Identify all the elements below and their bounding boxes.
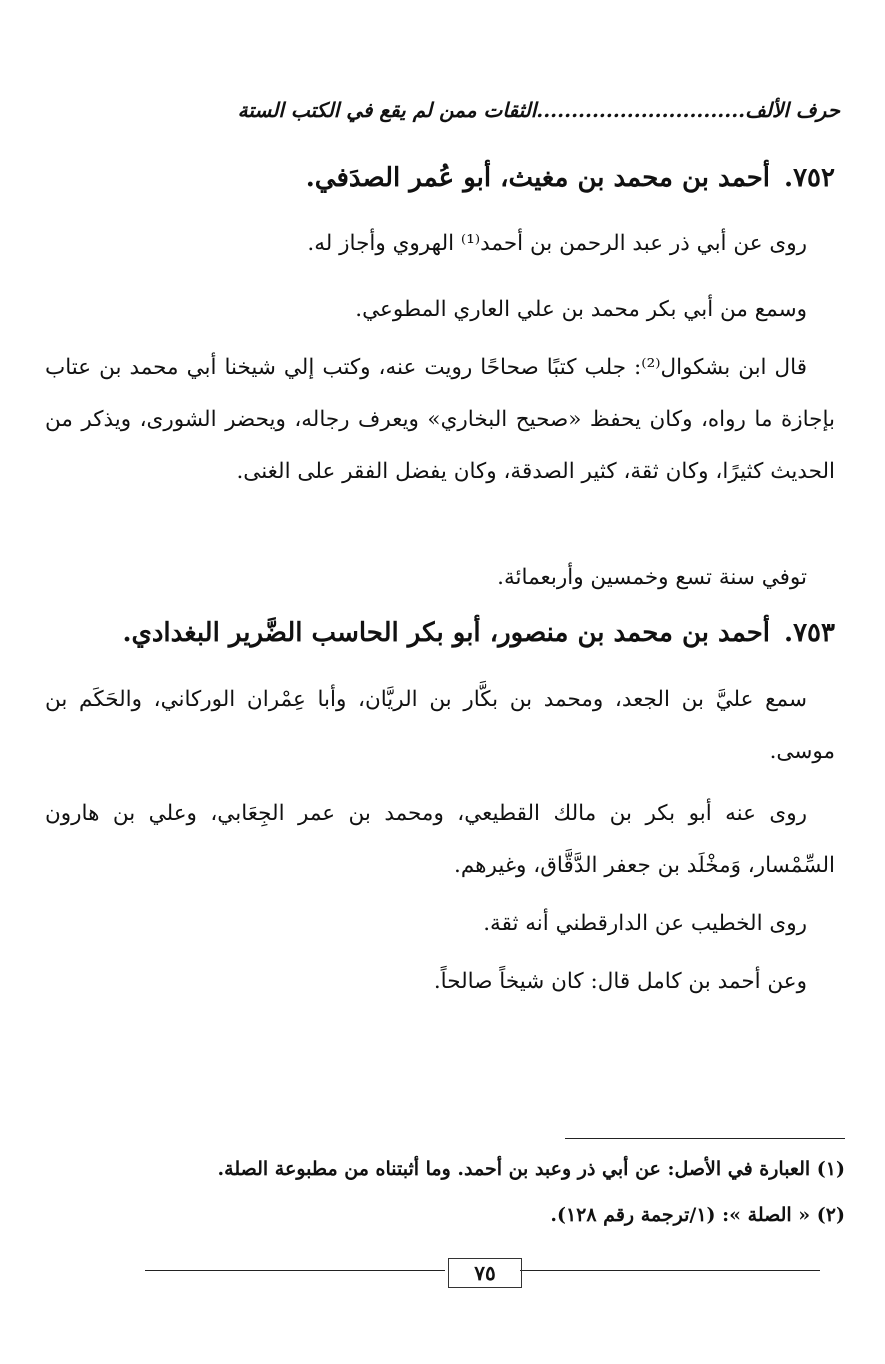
footnote: (٢) « الصلة »: (١/ترجمة رقم ١٢٨). xyxy=(550,1204,845,1226)
paragraph: قال ابن بشكوال⁽²⁾: جلب كتبًا صحاحًا رويت عنه، وكتب إلي شيخنا أبي محمد بن عتاب بإجازة ما رواه، وكان يحفظ «صحيح البخاري» ويعرف رجاله، ويحضر الشورى، ويذكر من الحديث كثيرًا، وكان ثقة، كثير الصدقة، وكان يفضل الفقر على الغنى. xyxy=(45,355,835,484)
page-rule xyxy=(520,1270,820,1271)
page-number: ٧٥ xyxy=(448,1258,522,1288)
entry-title xyxy=(45,618,835,648)
footnote: (١) العبارة في الأصل: عن أبي ذر وعبد بن أحمد. وما أثبتناه من مطبوعة الصلة. xyxy=(217,1158,845,1180)
entry-number: ٧٥٢. xyxy=(784,163,835,193)
footnote-separator xyxy=(565,1138,845,1139)
paragraph: وعن أحمد بن كامل قال: كان شيخاً صالحاً. xyxy=(433,969,807,994)
running-header: حرف الألف..............................الثقات ممن لم يقع في الكتب الستة xyxy=(237,98,840,122)
entry-number: ٧٥٣. xyxy=(784,618,835,648)
entry-name: أحمد بن محمد بن مغيث، أبو عُمر الصدَفي. xyxy=(305,163,771,193)
paragraph: روى عنه أبو بكر بن مالك القطيعي، ومحمد بن عمر الجِعَابي، وعلي بن هارون السِّمْسار، وَمخْلَد بن جعفر الدَّقَّاق، وغيرهم. xyxy=(45,801,835,878)
page-rule xyxy=(145,1270,445,1271)
paragraph: روى عن أبي ذر عبد الرحمن بن أحمد⁽¹⁾ الهروي وأجاز له. xyxy=(307,231,807,256)
entry-title xyxy=(45,163,835,193)
paragraph: وسمع من أبي بكر محمد بن علي العاري المطوعي. xyxy=(355,297,807,322)
paragraph: سمع عليَّ بن الجعد، ومحمد بن بكَّار بن الريَّان، وأبا عِمْران الوركاني، والحَكَم بن موسى. xyxy=(45,687,835,764)
entry-name: أحمد بن محمد بن منصور، أبو بكر الحاسب الضَّرير البغدادي. xyxy=(122,618,771,648)
paragraph: روى الخطيب عن الدارقطني أنه ثقة. xyxy=(483,911,807,936)
paragraph: توفي سنة تسع وخمسين وأربعمائة. xyxy=(497,565,807,590)
